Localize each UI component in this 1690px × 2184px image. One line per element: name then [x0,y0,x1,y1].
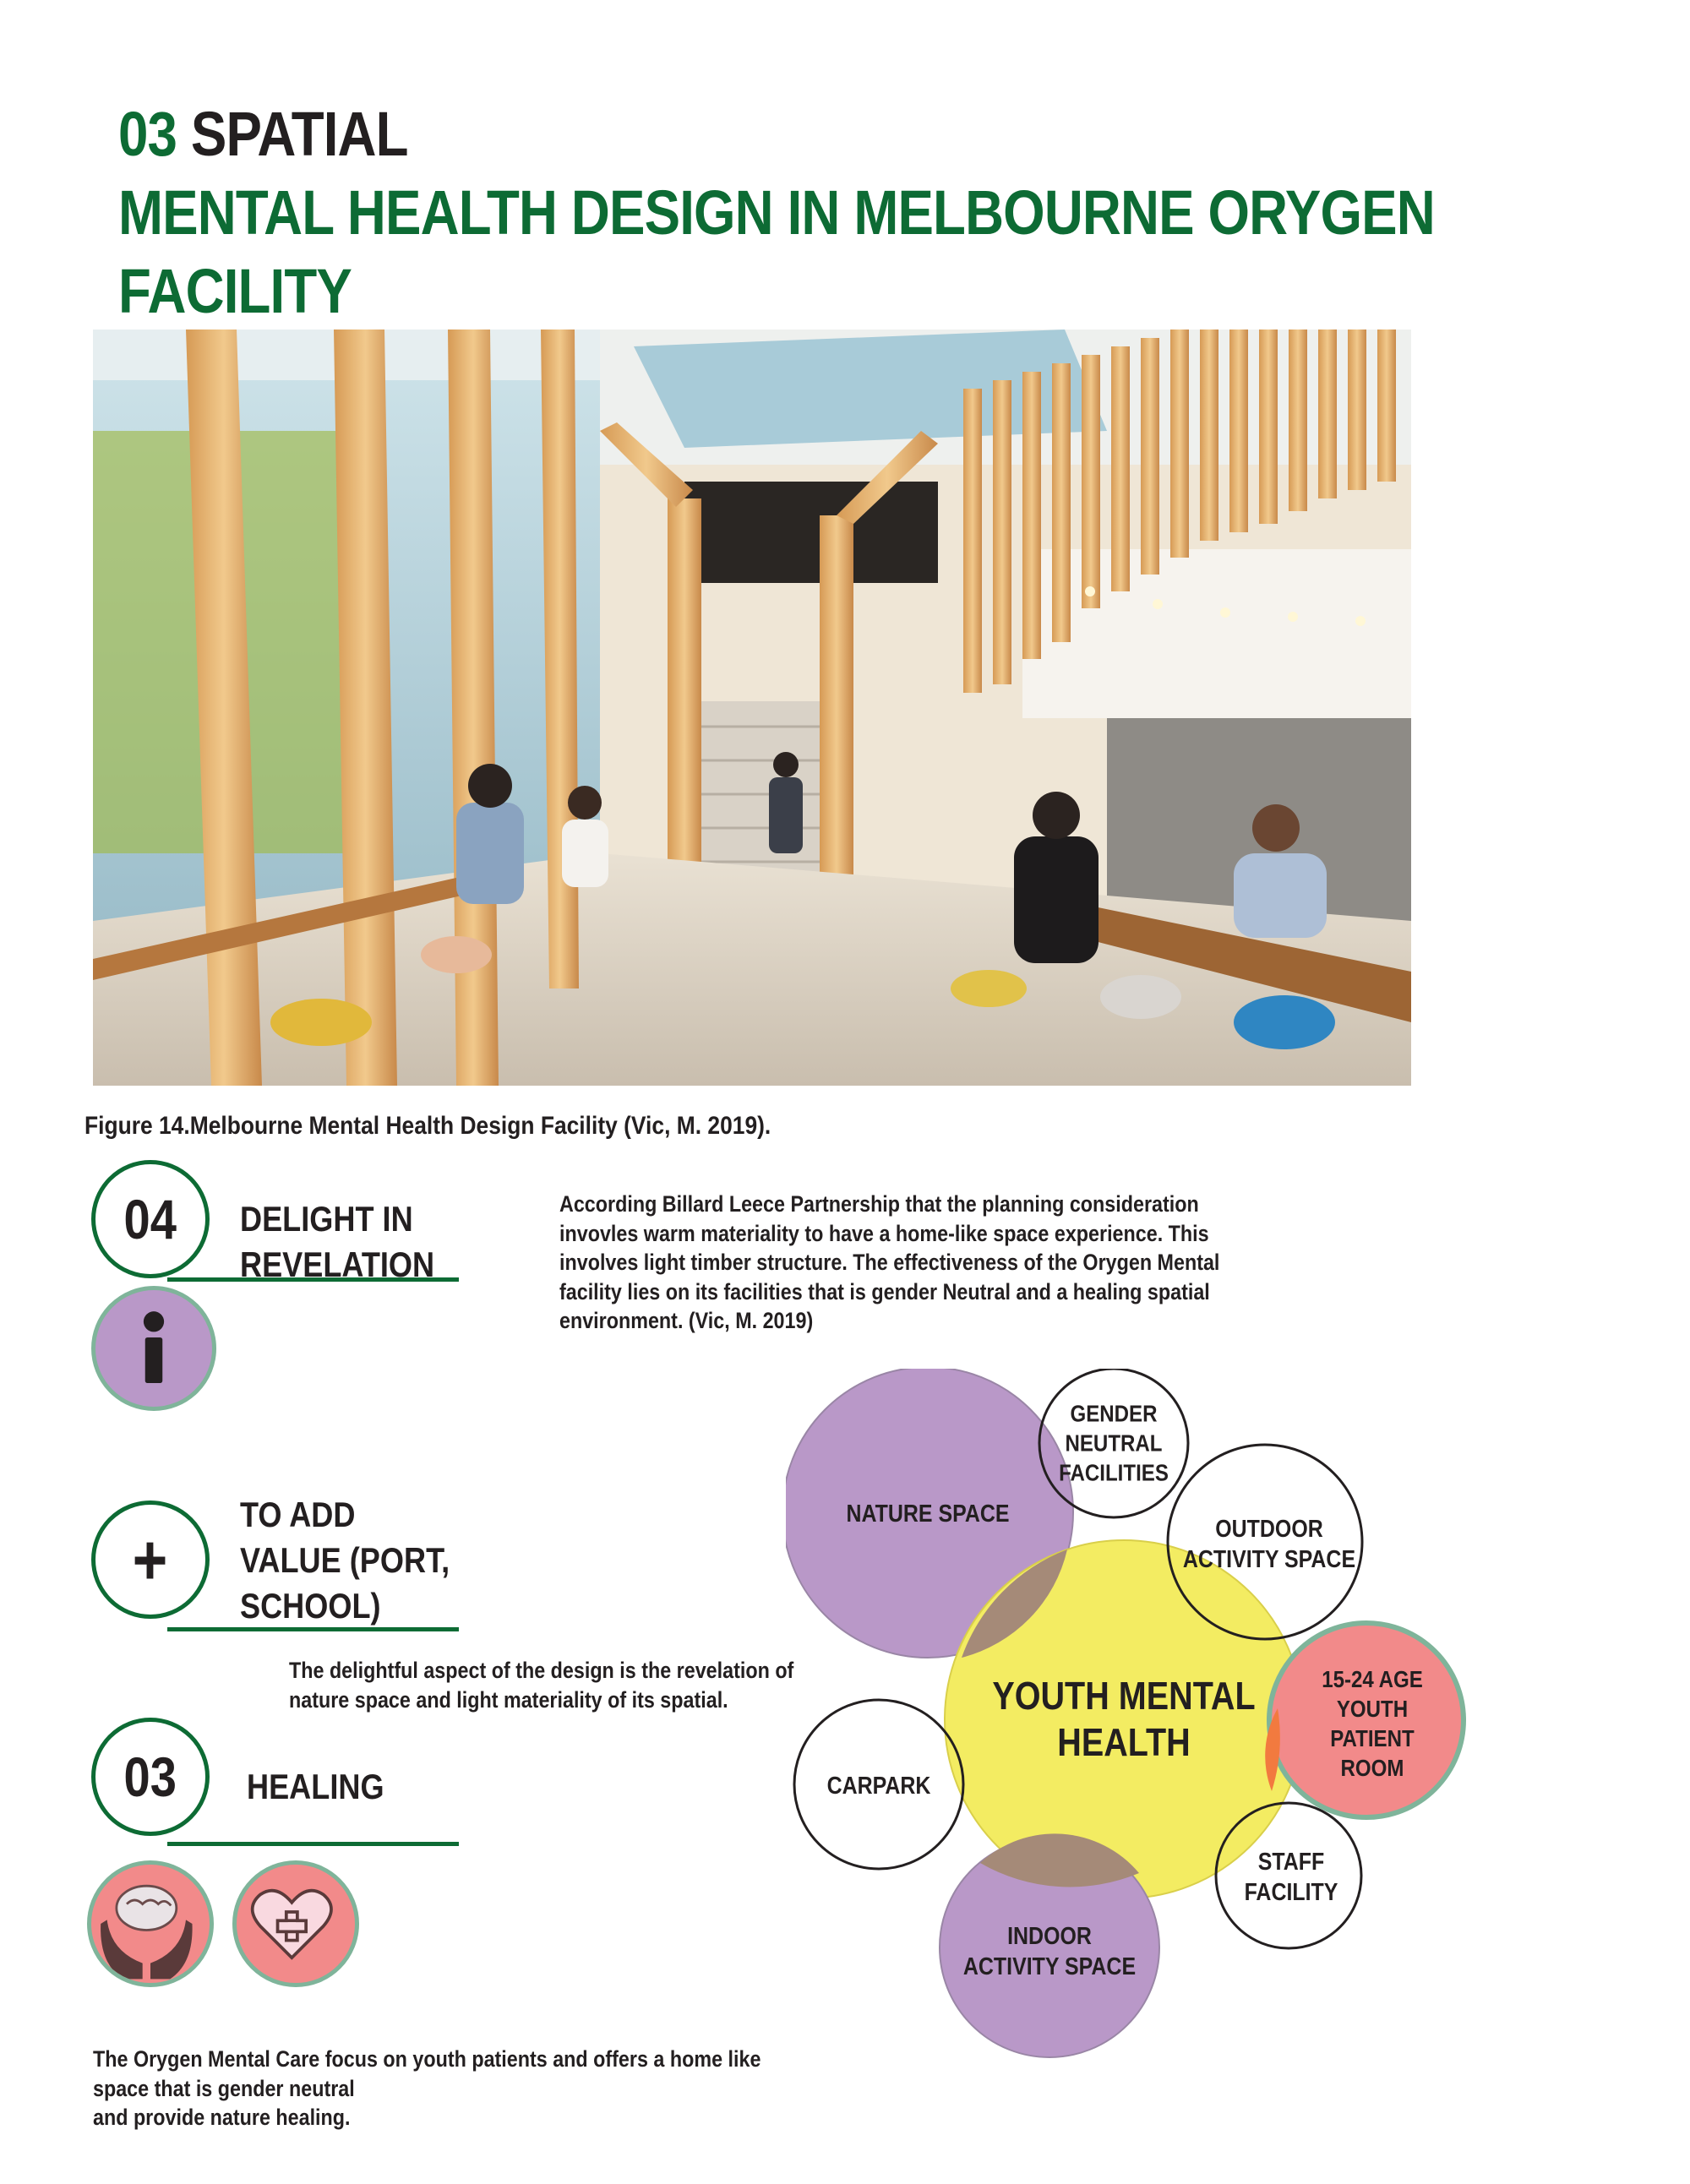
venn-diagram [786,1369,1513,2070]
page-title-line-1 [118,99,408,169]
badge-03 [91,1718,210,1836]
brain-hands-icon [87,1860,214,1987]
section-word: SPATIAL [190,99,408,169]
venn-staff-label: STAFF FACILITY [1244,1848,1338,1906]
planning-paragraph: According Billard Leece Partnership that the planning consideration invovles warm materiality to have a home-like space experience. This involves light timber structure. The effectiveness of the Orygen Mental facility lies on its facilities that is gender Neutral and a healing spatial environment. (Vic, M. 2019) [559,1191,1220,1333]
info-icon [91,1286,216,1411]
facility-interior-photo [93,330,1411,1086]
page-title-line-3: FACILITY [118,256,352,326]
venn-gender-label: GENDER NEUTRAL FACILITIES [1059,1400,1169,1486]
delight-paragraph: The delightful aspect of the design is the revelation of nature space and light materiality of its spatial. [289,1658,794,1713]
venn-patient-room-label: 15-24 AGE YOUTH PATIENT ROOM [1322,1666,1423,1781]
healing-label: HEALING [247,1767,384,1806]
plus-icon: + [133,1519,168,1599]
badge-03-number: 03 [123,1746,177,1808]
badge-04-number: 04 [123,1188,177,1250]
value-label: TO ADD VALUE (PORT, SCHOOL) [240,1495,450,1626]
badge-04 [91,1160,210,1278]
figure-caption: Figure 14.Melbourne Mental Health Design Facility (Vic, M. 2019). [84,1112,771,1140]
venn-indoor-label: INDOOR ACTIVITY SPACE [962,1922,1137,1980]
page-title-line-2: MENTAL HEALTH DESIGN IN MELBOURNE ORYGEN [118,177,1435,248]
venn-carpark-label: CARPARK [826,1772,931,1800]
venn-outdoor-label: OUTDOOR ACTIVITY SPACE [1182,1515,1356,1573]
venn-center-label: YOUTH MENTAL HEALTH [992,1673,1256,1764]
venn-nature-label: NATURE SPACE [846,1500,1010,1528]
summary-paragraph: The Orygen Mental Care focus on youth patients and offers a home like space that is gender neutral and provide nature healing. [93,2046,761,2130]
delight-label: DELIGHT IN REVELATION [240,1199,435,1284]
badge-03-underline [167,1842,459,1846]
heart-cross-icon [232,1860,359,1987]
section-number: 03 [118,99,177,169]
badge-plus [91,1500,210,1619]
